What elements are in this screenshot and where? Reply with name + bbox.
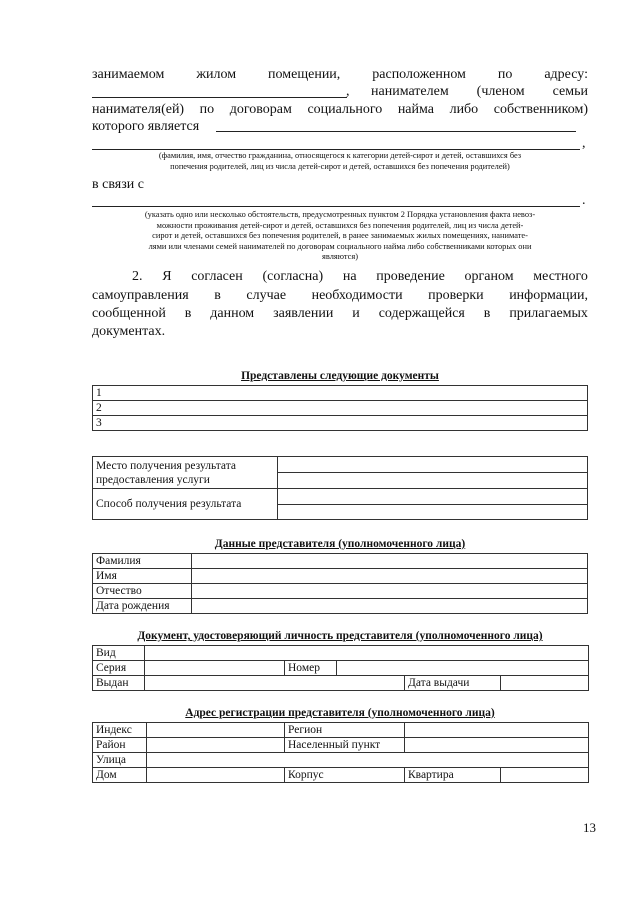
district-label: Район xyxy=(93,738,147,753)
documents-title: Представлены следующие документы xyxy=(241,370,439,382)
birth-date-input[interactable] xyxy=(192,599,588,614)
table-row xyxy=(93,768,589,783)
result-place-label: Место получения результата предоставления услуги xyxy=(93,457,278,489)
table-row xyxy=(93,753,589,768)
index-label: Индекс xyxy=(93,723,147,738)
doc-issue-date-label: Дата выдачи xyxy=(405,676,501,691)
table-row xyxy=(93,738,589,753)
note1: (фамилия, имя, отчество гражданина, относящегося к категории детей-сирот и детей, оставшихся без попечения родителей, лиц из числа детей-сирот и детей, оставшихся без попечения родителей) xyxy=(158,151,522,171)
locality-label: Населенный пункт xyxy=(285,738,405,753)
street-input[interactable] xyxy=(147,753,589,768)
name-label: Имя xyxy=(93,569,192,584)
identity-doc-title: Документ, удостоверяющий личность представителя (уполномоченного лица) xyxy=(137,630,543,642)
document-row-3[interactable]: 3 xyxy=(93,416,588,431)
document-row-2[interactable]: 2 xyxy=(93,401,588,416)
documents-table xyxy=(92,385,588,431)
owner-blank-line-2[interactable] xyxy=(92,149,580,150)
in-connection-label: в связи с xyxy=(92,177,144,192)
doc-series-input[interactable] xyxy=(145,661,285,676)
district-input[interactable] xyxy=(147,738,285,753)
index-input[interactable] xyxy=(147,723,285,738)
result-method-input-1[interactable] xyxy=(278,489,588,505)
doc-number-input[interactable] xyxy=(337,661,589,676)
table-row xyxy=(93,661,589,676)
table-row xyxy=(93,489,588,505)
table-row xyxy=(93,386,588,401)
table-row xyxy=(93,569,588,584)
reason-blank-line[interactable] xyxy=(92,206,580,207)
table-row xyxy=(93,554,588,569)
address-table xyxy=(92,722,589,783)
para1-line1: занимаемом жилом помещении, расположенном по адресу: xyxy=(92,67,588,82)
result-method-label: Способ получения результата xyxy=(93,489,278,520)
table-row xyxy=(93,457,588,473)
locality-input[interactable] xyxy=(405,738,589,753)
house-label: Дом xyxy=(93,768,147,783)
address-blank-line[interactable] xyxy=(92,97,347,98)
patronymic-input[interactable] xyxy=(192,584,588,599)
para2-line2: самоуправления в случае необходимости проверки информации, xyxy=(92,288,588,303)
table-row xyxy=(93,401,588,416)
representative-title: Данные представителя (уполномоченного лица) xyxy=(214,538,466,550)
representative-table xyxy=(92,553,588,614)
name-input[interactable] xyxy=(192,569,588,584)
para1-line5-comma: , xyxy=(582,136,586,151)
result-place-input-1[interactable] xyxy=(278,457,588,473)
house-input[interactable] xyxy=(147,768,285,783)
table-row xyxy=(93,584,588,599)
street-label: Улица xyxy=(93,753,147,768)
para1-line7-dot: . xyxy=(582,193,586,208)
birth-date-label: Дата рождения xyxy=(93,599,192,614)
doc-type-input[interactable] xyxy=(145,646,589,661)
para1-line3: нанимателя(ей) по договорам социального найма либо собственником) xyxy=(92,102,588,117)
table-row xyxy=(93,599,588,614)
table-row xyxy=(93,416,588,431)
identity-doc-table xyxy=(92,645,589,691)
building-label: Корпус xyxy=(285,768,405,783)
doc-issued-label: Выдан xyxy=(93,676,145,691)
result-table xyxy=(92,456,588,520)
address-title: Адрес регистрации представителя (уполномоченного лица) xyxy=(185,707,495,719)
result-method-input-2[interactable] xyxy=(278,504,588,520)
doc-type-label: Вид xyxy=(93,646,145,661)
apartment-input[interactable] xyxy=(501,768,589,783)
result-place-input-2[interactable] xyxy=(278,473,588,489)
doc-number-label: Номер xyxy=(285,661,337,676)
table-row xyxy=(93,676,589,691)
apartment-label: Квартира xyxy=(405,768,501,783)
surname-input[interactable] xyxy=(192,554,588,569)
para1-line2-comma: , xyxy=(346,84,350,99)
page-number: 13 xyxy=(583,820,596,835)
owner-blank-line[interactable] xyxy=(216,131,576,132)
note2: (указать одно или несколько обстоятельств, предусмотренных пунктом 2 Порядка установления факта невоз- можности проживания детей-сирот и детей, оставшихся без попечения родителей, лиц из числа детей- сирот и детей, оставшихся без попечения родителей, в ранее занимаемых жилых помещениях, нанимате- лями или членами семей нанимателей по договорам социального найма либо собственниками которых они являются) xyxy=(144,210,536,261)
region-input[interactable] xyxy=(405,723,589,738)
table-row xyxy=(93,646,589,661)
table-row xyxy=(93,723,589,738)
doc-issue-date-input[interactable] xyxy=(501,676,589,691)
para1-line2: нанимателем (членом семьи xyxy=(371,84,588,99)
surname-label: Фамилия xyxy=(93,554,192,569)
para1-line4: которого является xyxy=(92,119,200,134)
region-label: Регион xyxy=(285,723,405,738)
document-row-1[interactable]: 1 xyxy=(93,386,588,401)
para2-line1: 2. Я согласен (согласна) на проведение органом местного xyxy=(132,269,588,284)
para2-line4: документах. xyxy=(92,324,166,339)
doc-series-label: Серия xyxy=(93,661,145,676)
patronymic-label: Отчество xyxy=(93,584,192,599)
doc-issued-input[interactable] xyxy=(145,676,405,691)
para2-line3: сообщенной в данном заявлении и содержащейся в прилагаемых xyxy=(92,306,588,321)
